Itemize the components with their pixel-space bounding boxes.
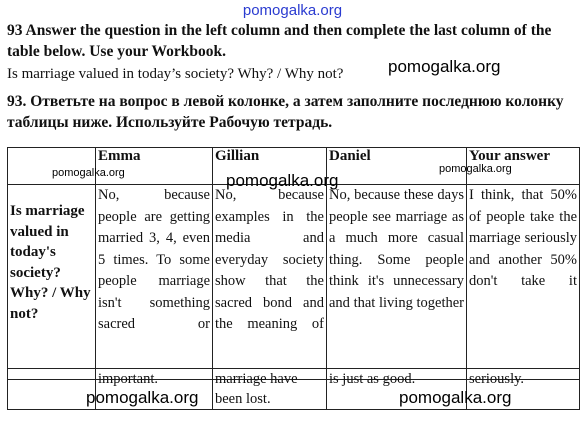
gillian-answer-continued: marriage have been lost. (213, 369, 327, 410)
daniel-answer-continued: is just as good. (327, 369, 467, 410)
daniel-answer: No, because these days people see marriage as a much more casual thing. Some people think it's unnecessary and that living together (327, 185, 467, 380)
table-row (8, 185, 580, 380)
watermark: pomogalka.org (86, 388, 199, 407)
header-emma: Emma (96, 148, 213, 185)
header-gillian: Gillian (213, 148, 327, 185)
emma-answer-continued: important. (96, 369, 213, 410)
question-cell: Is marriage valued in today's society? Why? / Why not? (8, 185, 96, 380)
header-your-answer: Your answer (467, 148, 580, 185)
watermark: pomogalka.org (226, 171, 339, 190)
continuation-empty (8, 369, 96, 410)
header-daniel: Daniel (327, 148, 467, 185)
watermark: pomogalka.org (439, 163, 512, 175)
watermark: pomogalka.org (388, 57, 501, 76)
task-question: Is marriage valued in today’s society? Why? / Why not? (7, 66, 344, 82)
emma-answer: No, because people are getting married 3, 4, even 5 times. To some people marriage isn't something sacred or (96, 185, 213, 380)
site-logo-top[interactable]: pomogalka.org (242, 2, 343, 19)
your-answer: I think, that 50% of people take the marriage seriously and another 50% don't take it (467, 185, 580, 380)
gillian-answer: No, because examples in the media and everyday society show that the sacred bond and the meaning of (213, 185, 327, 380)
watermark: pomogalka.org (52, 167, 125, 179)
task-heading-russian: 93. Ответьте на вопрос в левой колонке, а затем заполните последнюю колонку таблицы ниже. Используйте Рабочую тетрадь. (7, 93, 564, 131)
your-answer-continued: seriously. (467, 369, 580, 410)
task-heading-english: 93 Answer the question in the left column and then complete the last column of the table below. Use your Workbook. (7, 22, 552, 60)
watermark: pomogalka.org (399, 388, 512, 407)
